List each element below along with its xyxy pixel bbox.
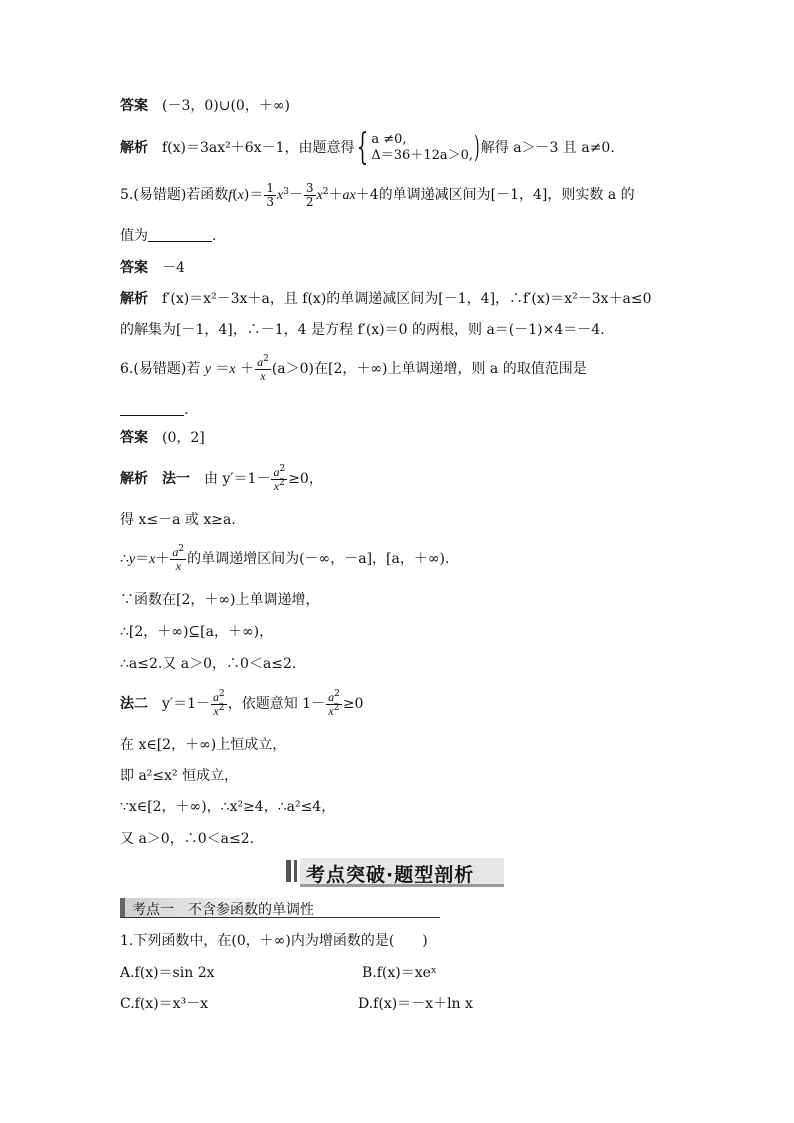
q4-analysis-b: 解得 a＞－3 且 a≠0.	[480, 140, 615, 156]
q6-text-7: 即 a²≤x² 恒成立，	[120, 768, 239, 784]
q5-stem-b: 的单调递减区间为[－1，4]，则实数 a 的	[378, 187, 635, 203]
method1-label: 法一	[162, 471, 190, 487]
q5-stem-line2: 值为 .	[120, 228, 217, 244]
q6-line-5	[120, 654, 296, 674]
answer-blank	[148, 227, 212, 242]
q1-stem-line	[120, 931, 428, 951]
frac-a2-over-x: $\frac{a^2}{x}$	[172, 543, 185, 573]
answer-label: 答案	[120, 98, 148, 114]
q6-line-4	[120, 622, 273, 642]
q6-line-8	[120, 797, 335, 817]
q5-analysis-1: f′(x)＝x²－3x＋a，且 f(x)的单调递减区间为[－1，4]，∴f′(x)＝x²－3x＋a≤0	[162, 291, 652, 307]
section-header	[286, 858, 506, 886]
q4-answer: (－3，0)∪(0，＋∞)	[162, 98, 290, 114]
q4-cond1: a ≠0,	[371, 132, 407, 147]
topic-banner-mark	[120, 898, 125, 917]
topic-banner	[120, 898, 440, 918]
method2-label: 法二	[120, 696, 148, 712]
q5-analysis-line2	[120, 320, 605, 340]
frac-a2-over-x2: $\frac{a^2}{x^2}$	[273, 463, 286, 493]
q1-option-b: B.f(x)＝xeˣ	[362, 965, 437, 981]
frac-a2-over-x2: $\frac{a^2}{x^2}$	[213, 688, 225, 718]
q6-stem-b: (a＞0)在[2，＋∞)上单调递增，则 a 的取值范围是	[271, 361, 587, 377]
q6-m1-b: ≥0，	[288, 471, 323, 487]
q6-m2-c: ≥0	[342, 696, 364, 712]
q5-stem-a: 5.(易错题)若函数	[120, 187, 229, 203]
topic-title: 考点一 不含参函数的单调性	[132, 902, 314, 918]
q6-stem-line: 6.(易错题)若 y ＝x ＋ $\frac{a^2}{x}$ (a＞0)在[2，＋∞)上单调递增，则 a 的取值范围是	[120, 353, 587, 383]
section-title: 考点突破·题型剖析	[306, 864, 475, 886]
q4-analysis-a: f(x)＝3ax²＋6x－1，由题意得	[162, 140, 355, 156]
analysis-label: 解析	[120, 140, 148, 156]
left-brace: {	[357, 127, 369, 168]
q6-method1-line	[120, 460, 323, 498]
analysis-label: 解析	[120, 291, 148, 307]
q5-stem-line: 5.(易错题)若函数f(x)＝ $\frac{1}{3}$ $x^3-$ $\frac{3}{2}$ $x^2+ax+4$的单调递减区间为[－1，4]，则实数 a 的	[120, 180, 635, 209]
q6-line-1	[120, 510, 236, 530]
answer-label: 答案	[120, 430, 148, 446]
q6-text-2: 的单调递增区间为(－∞，－a]，[a，＋∞).	[187, 551, 450, 567]
q1-stem: 1.下列函数中，在(0，＋∞)内为增函数的是( )	[120, 933, 428, 949]
q6-text-8: ∵x∈[2，＋∞)，∴x²≥4，∴a²≤4，	[120, 799, 336, 815]
q4-analysis-line	[120, 128, 615, 168]
header-bar-decoration	[286, 860, 291, 882]
frac-a2-over-x: $\frac{a^2}{x}$	[257, 353, 269, 383]
q6-line-2: ∴y＝x＋ $\frac{a^2}{x}$ 的单调递增区间为(－∞，－a]，[a，＋∞).	[120, 543, 450, 573]
q4-system	[371, 132, 473, 164]
analysis-label: 解析	[120, 471, 148, 487]
q6-m1-a: 由 y′＝1－	[204, 471, 271, 487]
q1-option-a: A.f(x)＝sin 2x	[120, 965, 215, 981]
q6-answer-line	[120, 428, 205, 448]
q6-text-5: ∴a≤2.又 a＞0，∴0＜a≤2.	[120, 656, 297, 672]
q4-answer-line	[120, 96, 290, 116]
q6-text-4: ∴[2，＋∞)⊆[a，＋∞)，	[120, 624, 274, 640]
q5-answer: －4	[162, 260, 185, 276]
q6-m2-b: ，依题意知 1－	[227, 696, 326, 712]
q6-m2-a: y′＝1－	[162, 696, 210, 712]
frac-a2-over-x2: $\frac{a^2}{x^2}$	[328, 688, 340, 718]
q6-line-3	[120, 590, 320, 610]
q6-line-9	[120, 829, 254, 849]
q6-answer: (0，2]	[162, 430, 205, 446]
q1-option-c: C.f(x)＝x³－x	[120, 996, 209, 1012]
q6-line-7	[120, 766, 238, 786]
q6-line-6	[120, 735, 286, 755]
q6-text-6: 在 x∈[2，＋∞)上恒成立，	[120, 737, 287, 753]
right-bracket: )	[474, 130, 480, 165]
q4-cond2: Δ＝36＋12a＞0,	[371, 148, 474, 163]
q6-text-9: 又 a＞0，∴0＜a≤2.	[120, 831, 255, 847]
q5-stem-c: 值为	[120, 228, 148, 244]
q6-text-1: 得 x≤－a 或 x≥a.	[120, 512, 236, 528]
q6-stem-a: 6.(易错题)若	[120, 361, 201, 377]
frac-one-third: $\frac{1}{3}$	[266, 180, 274, 209]
q6-blank-line: .	[120, 400, 188, 420]
q5-answer-line	[120, 258, 185, 278]
answer-label: 答案	[120, 260, 148, 276]
q5-analysis-line1	[120, 289, 652, 309]
q6-method2-line	[120, 684, 363, 724]
header-bar-decoration	[294, 860, 297, 882]
frac-three-halves: $\frac{3}{2}$	[305, 180, 314, 209]
q1-option-d: D.f(x)＝－x＋ln x	[358, 996, 473, 1012]
q5-analysis-2: 的解集为[－1，4]，∴－1，4 是方程 f′(x)＝0 的两根，则 a＝(－1)×4＝－4.	[120, 322, 605, 338]
q6-text-3: ∵函数在[2，＋∞)上单调递增，	[120, 592, 320, 608]
answer-blank	[120, 401, 184, 416]
